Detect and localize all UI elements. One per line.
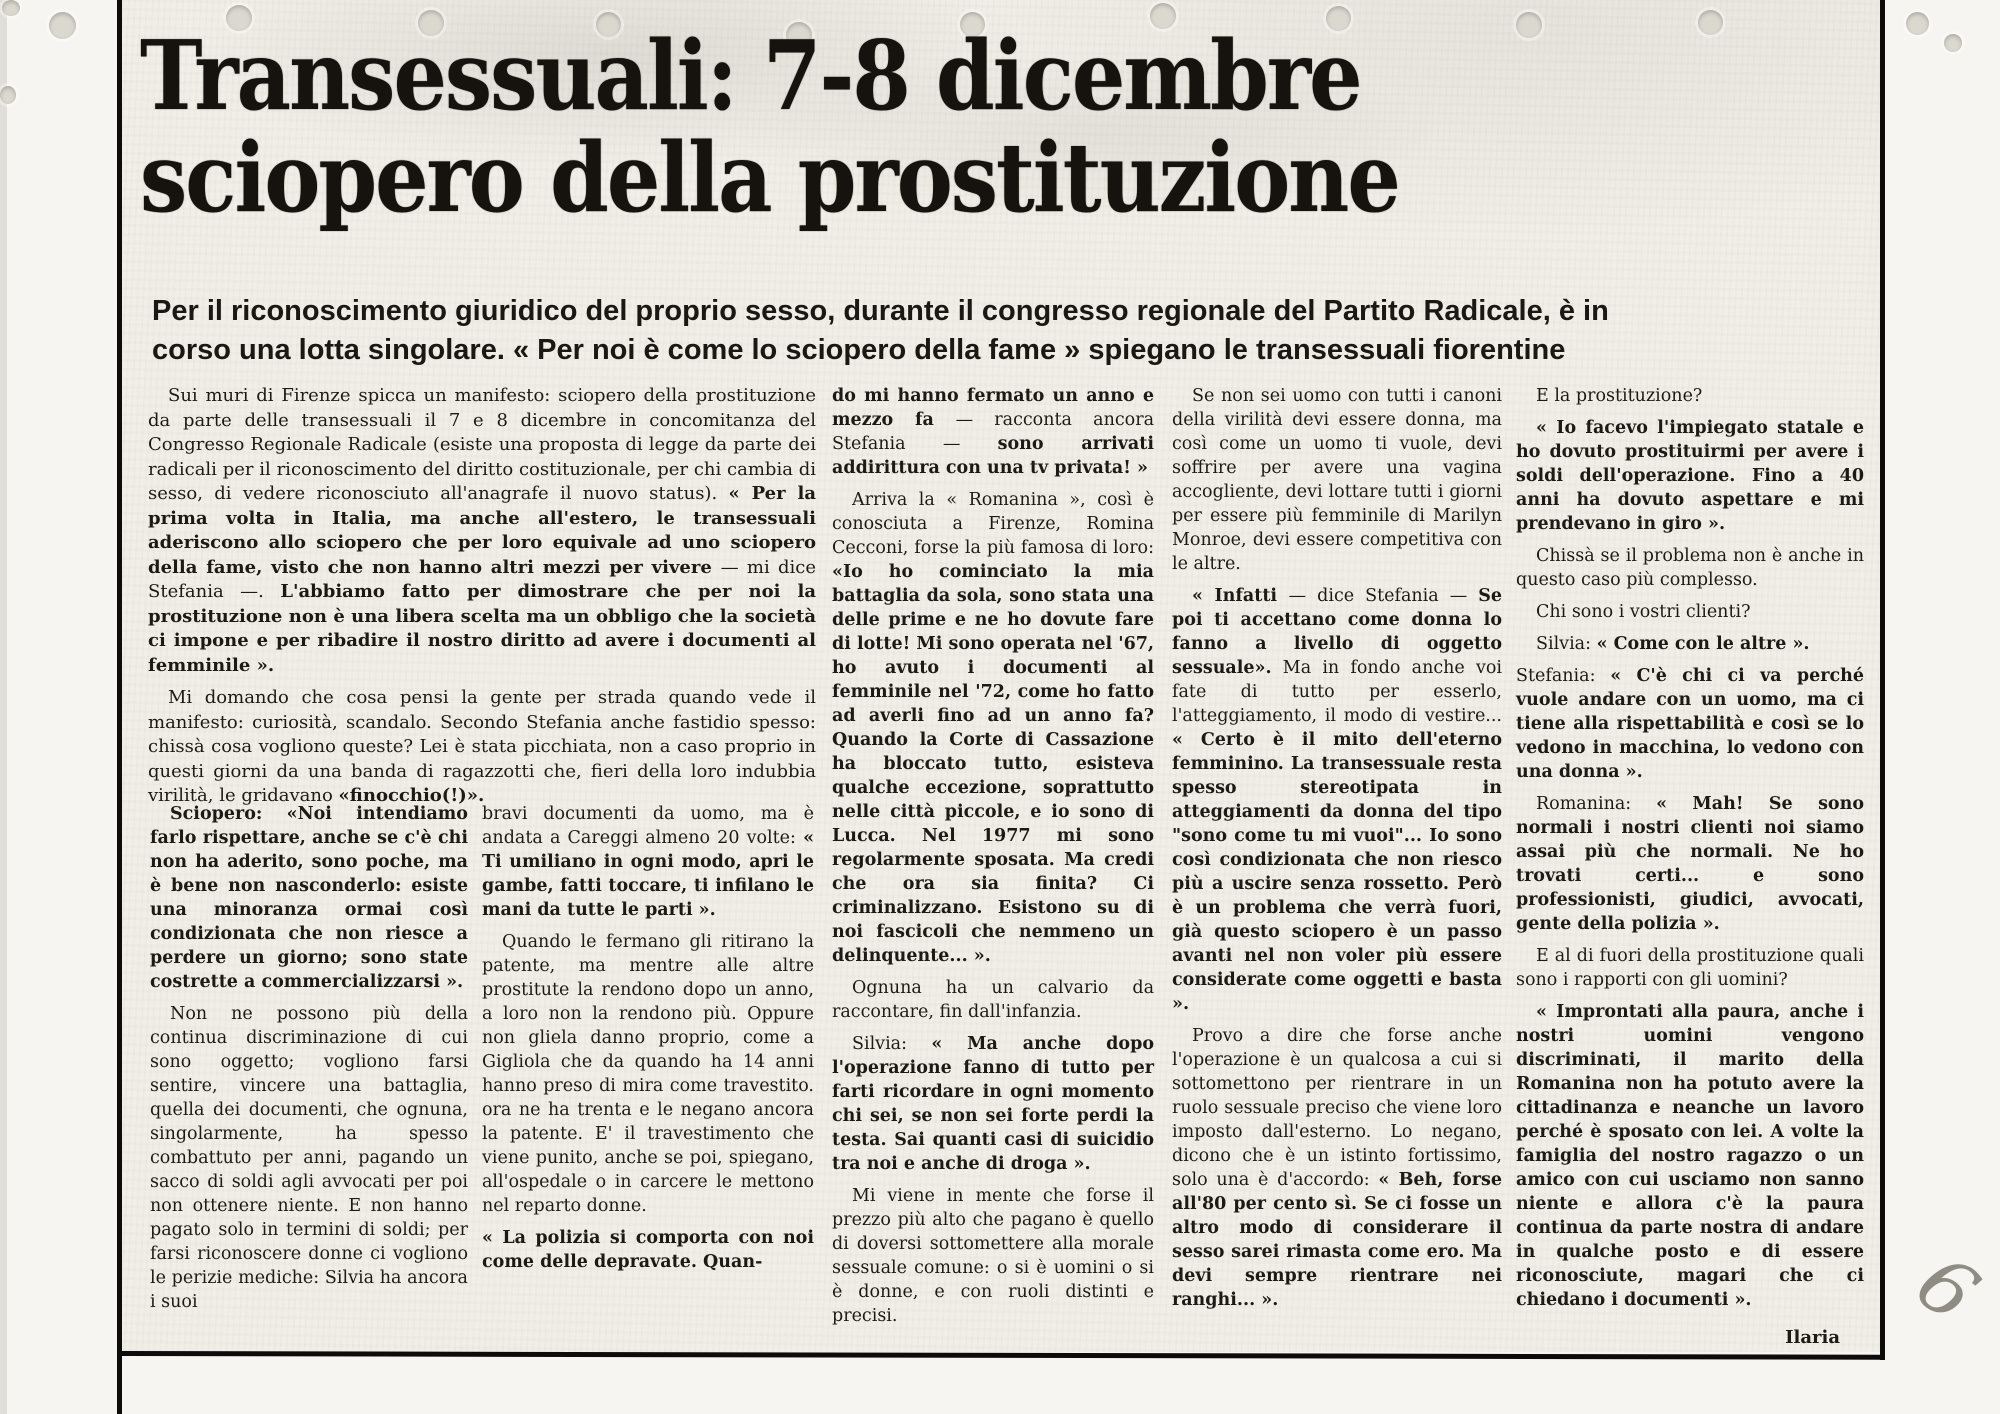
punch-hole xyxy=(1516,12,1542,38)
article-paragraph xyxy=(1172,384,1502,576)
punch-hole xyxy=(0,86,16,104)
subhead-line-2: corso una lotta singolare. « Per noi è come lo sciopero della fame » spiegano le transessuali fiorentine xyxy=(152,334,1566,366)
punch-hole xyxy=(1698,10,1723,35)
sheet-margin-line xyxy=(117,0,122,1414)
paragraph-text: « Per la prima volta in Italia, ma anche all'estero, le transessuali aderiscono allo sciopero che per loro equivale ad uno sciopero della fame, visto che non hanno altri mezzi per vivere xyxy=(148,483,816,578)
paragraph-text: Ma in fondo anche voi fate di tutto per esserlo, l'atteggiamento, il modo di vestire... xyxy=(1172,658,1502,726)
clipping-frame-right xyxy=(1880,0,1885,1360)
paragraph-text: «finocchio(!)». xyxy=(338,785,485,806)
headline-line-2: sciopero della prostituzione xyxy=(140,121,1399,234)
paragraph-text: « Mah! Se sono normali i nostri clienti noi siamo assai più che normali. Ne ho trovati certi... e sono professionisti, giudici, avvocati, gente della polizia ». xyxy=(1516,794,1864,934)
article-paragraph xyxy=(1172,584,1502,1016)
punch-hole xyxy=(2,0,20,16)
article-byline: Ilaria xyxy=(1785,1327,1840,1348)
article-column-intro xyxy=(148,384,816,817)
paragraph-text: bravi documenti da uomo, ma è andata a Careggi almeno 20 volte: xyxy=(482,804,814,848)
paragraph-text: « Beh, forse all'80 per cento sì. Se ci fosse un altro modo di considerare il sesso sarei rimasta come ero. Ma devi sempre rientrare nei ranghi... ». xyxy=(1172,1170,1502,1310)
paragraph-text: Silvia: xyxy=(1536,634,1597,654)
paragraph-text: Mi domando che cosa pensi la gente per strada quando vede il manifesto: curiosità, scandalo. Secondo Stefania anche fastidio spesso: chissà cosa vogliono queste? Lei è stata picchiata, non a caso proprio in questi giorni da una banda di ragazzotti che, fieri della loro indubbia virilità, le gridavano xyxy=(148,687,816,806)
paragraph-text: « Io facevo l'impiegato statale e ho dovuto prostituirmi per avere i soldi dell'operazione. Fino a 40 anni ha dovuto aspettare e mi prendevano in giro ». xyxy=(1516,418,1864,534)
article-column-4 xyxy=(1172,384,1502,1320)
paragraph-text: «Io ho cominciato la mia battaglia da sola, sono stata una delle prime e ne ho dovute fare di lotte! Mi sono operata nel '67, ho avuto i documenti al femminile nel '72, come ho fatto ad averli fino ad un anno fa? Quando la Corte di Cassazione ha bloccato tutto, esisteva qualche eccezione, soprattutto nelle città piccole, e io sono di Lucca. Nel 1977 mi sono regolarmente sposata. Ma credi che ora sia finita? Ci criminalizzano. Esistono su di noi fascicoli che nemmeno un delinquente... ». xyxy=(832,562,1155,966)
article-paragraph xyxy=(832,384,1154,480)
article-paragraph xyxy=(1516,416,1864,536)
paragraph-text: — racconta ancora Stefania — xyxy=(832,410,1154,454)
paragraph-text: do mi hanno fermato un anno e mezzo fa xyxy=(832,386,1154,430)
article-paragraph xyxy=(482,1226,814,1274)
article-column-2 xyxy=(482,802,814,1282)
paragraph-text: Chi sono i vostri clienti? xyxy=(1536,602,1751,622)
paragraph-text: Stefania: xyxy=(1516,666,1611,686)
paragraph-text: « Come con le altre ». xyxy=(1596,634,1810,654)
punch-hole xyxy=(1944,34,1962,52)
article-paragraph xyxy=(1516,384,1864,408)
paragraph-text: Romanina: xyxy=(1536,794,1657,814)
paragraph-text: « Infatti xyxy=(1192,586,1289,606)
paragraph-text: Provo a dire che forse anche l'operazione è un qualcosa a cui si sottomettono per rientrare in un ruolo sessuale preciso che viene loro imposto dall'esterno. Lo negano, dicono che è un istinto fortissimo, solo una è d'accordo: xyxy=(1172,1026,1502,1190)
article-paragraph xyxy=(832,1184,1154,1328)
paragraph-text: Silvia: xyxy=(852,1034,932,1054)
paragraph-text: — mi dice Stefania —. xyxy=(148,556,816,602)
paragraph-text: Quando le fermano gli ritirano la patente, ma mentre alle altre prostitute la rendono dopo un anno, a loro non la rendono più. Oppure non gliela danno proprio, come a Gigliola che da quando ha 14 anni hanno preso di mira come travestito. ora ne ha trenta e le negano ancora la patente. E' il travestimento che viene punito, anche se poi, spiegano, all'ospedale o in carcere le mettono nel reparto donne. xyxy=(482,932,814,1216)
paragraph-text: Chissà se il problema non è anche in questo caso più complesso. xyxy=(1516,546,1864,590)
paragraph-text: « La polizia si comporta con noi come delle depravate. Quan- xyxy=(482,1228,814,1272)
paragraph-text: — dice Stefania — xyxy=(1288,586,1479,606)
article-paragraph xyxy=(1516,632,1864,656)
subhead-line-1: Per il riconoscimento giuridico del proprio sesso, durante il congresso regionale del Partito Radicale, è in xyxy=(152,295,1609,327)
article-paragraph xyxy=(482,802,814,922)
paragraph-text: Se poi ti accettano come donna lo fanno a livello di oggetto sessuale». xyxy=(1172,586,1503,678)
article-column-3 xyxy=(832,384,1154,1336)
article-paragraph xyxy=(1516,544,1864,592)
article-column-5-paragraphs xyxy=(1516,384,1864,1312)
punch-hole xyxy=(1906,12,1929,35)
paragraph-text: Se non sei uomo con tutti i canoni della virilità devi essere donna, ma così come un uomo ti vuole, devi soffrire per avere una vagina accogliente, devi lottare tutti i giorni per essere più femminile di Marilyn Monroe, devi essere competitiva con le altre. xyxy=(1172,386,1502,574)
article-subhead xyxy=(152,292,1842,370)
paragraph-text: Mi viene in mente che forse il prezzo più alto che pagano è quello di doversi sottomettere alla morale sessuale comune: o si è uomini o si è donne, e con ruoli distinti e precisi. xyxy=(832,1186,1154,1326)
paragraph-text: sono arrivati addirittura con una tv privata! » xyxy=(832,434,1155,478)
paragraph-text: « Ma anche dopo l'operazione fanno di tutto per farti ricordare in ogni momento chi sei, se non sei forte perdi la testa. Sai quanti casi di suicidio tra noi e anche di droga ». xyxy=(832,1034,1154,1174)
article-paragraph xyxy=(1516,792,1864,936)
handwritten-page-number: 6 xyxy=(1899,1238,1995,1340)
paragraph-text: Non ne possono più della continua discriminazione di cui sono oggetto; vogliono farsi sentire, vincere una battaglia, quella dei documenti, che ognuna, singolarmente, ha spesso combattuto per anni, pagando un sacco di soldi agli avvocati per poi non ottenere niente. E non hanno pagato solo in termini di soldi; per farsi riconoscere donne ci vogliono le perizie mediche: Silvia ha ancora i suoi xyxy=(150,1004,468,1312)
paragraph-text: E la prostituzione? xyxy=(1536,386,1703,406)
article-paragraph xyxy=(150,802,468,994)
paragraph-text: L'abbiamo fatto per dimostrare che per noi la prostituzione non è una libera scelta ma un obbligo che la società ci impone e per ribadire il nostro diritto ad avere i documenti al femminile ». xyxy=(148,581,816,676)
article-paragraph xyxy=(1516,944,1864,992)
article-paragraph xyxy=(482,930,814,1218)
article-paragraph xyxy=(1516,1000,1864,1312)
paragraph-text: Sui muri di Firenze spicca un manifesto: sciopero della prostituzione da parte delle transessuali il 7 e 8 dicembre in concomitanza del Congresso Regionale Radicale (esiste una proposta di legge da parte dei radicali per il riconoscimento del diritto costituzionale, per chi cambia di sesso, di vedere riconosciuto all'anagrafe il nuovo status). xyxy=(148,385,816,504)
article-paragraph xyxy=(1516,600,1864,624)
article-paragraph xyxy=(150,1002,468,1314)
punch-hole xyxy=(49,12,76,39)
article-paragraph xyxy=(1172,1024,1502,1312)
paragraph-text: « Certo è il mito dell'eterno femminino. La transessuale resta spesso stereotipata in atteggiamenti da donna del tipo "sono come tu mi vuoi"... Io sono così condizionata che non riesco più a uscire senza rossetto. Però è un problema che verrà fuori, già questo sciopero è un passo avanti nel non voler più essere considerate come oggetti e basta ». xyxy=(1172,730,1502,1014)
article-column-5 xyxy=(1516,384,1864,1350)
article-paragraph xyxy=(148,686,816,809)
paragraph-text: E al di fuori della prostituzione quali sono i rapporti con gli uomini? xyxy=(1516,946,1864,990)
page-edge-shadow xyxy=(0,0,7,1414)
article-headline xyxy=(140,18,1399,234)
article-paragraph xyxy=(832,488,1154,968)
article-column-1 xyxy=(150,802,468,1322)
article-paragraph xyxy=(1516,664,1864,784)
headline-line-1: Transessuali: 7-8 dicembre xyxy=(140,19,1361,132)
paragraph-text: Arriva la « Romanina », così è conosciuta a Firenze, Romina Cecconi, forse la più famosa di loro: xyxy=(832,490,1154,558)
paragraph-text: Ognuna ha un calvario da raccontare, fin dall'infanzia. xyxy=(832,978,1154,1022)
article-paragraph xyxy=(148,384,816,678)
article-paragraph xyxy=(832,976,1154,1024)
paragraph-text: « Improntati alla paura, anche i nostri uomini vengono discriminati, il marito della Romanina non ha potuto avere la cittadinanza e neanche un lavoro perché è sposato con lei. A volte la famiglia del nostro ragazzo o un amico con cui usciamo non sanno niente e allora c'è la paura continua da parte nostra di andare in qualche posto e di essere riconosciute, magari che ci chiedano i documenti ». xyxy=(1516,1002,1864,1310)
article-paragraph xyxy=(832,1032,1154,1176)
paragraph-text: « C'è chi ci va perché vuole andare con un uomo, ma ci tiene alla rispettabilità e così se lo vedono in macchina, lo vedono con una donna ». xyxy=(1516,666,1864,782)
paragraph-text: « Ti umiliano in ogni modo, apri le gambe, fatti toccare, ti infilano le mani da tutte le parti ». xyxy=(482,828,814,920)
clipping-frame-bottom xyxy=(117,1351,1885,1360)
paragraph-text: Sciopero: «Noi intendiamo farlo rispettare, anche se c'è chi non ha aderito, sono poche, ma è bene non nasconderlo: esiste una minoranza ormai così condizionata che non riesce a perdere un giorno; sono state costrette a commercializzarsi ». xyxy=(150,804,468,992)
